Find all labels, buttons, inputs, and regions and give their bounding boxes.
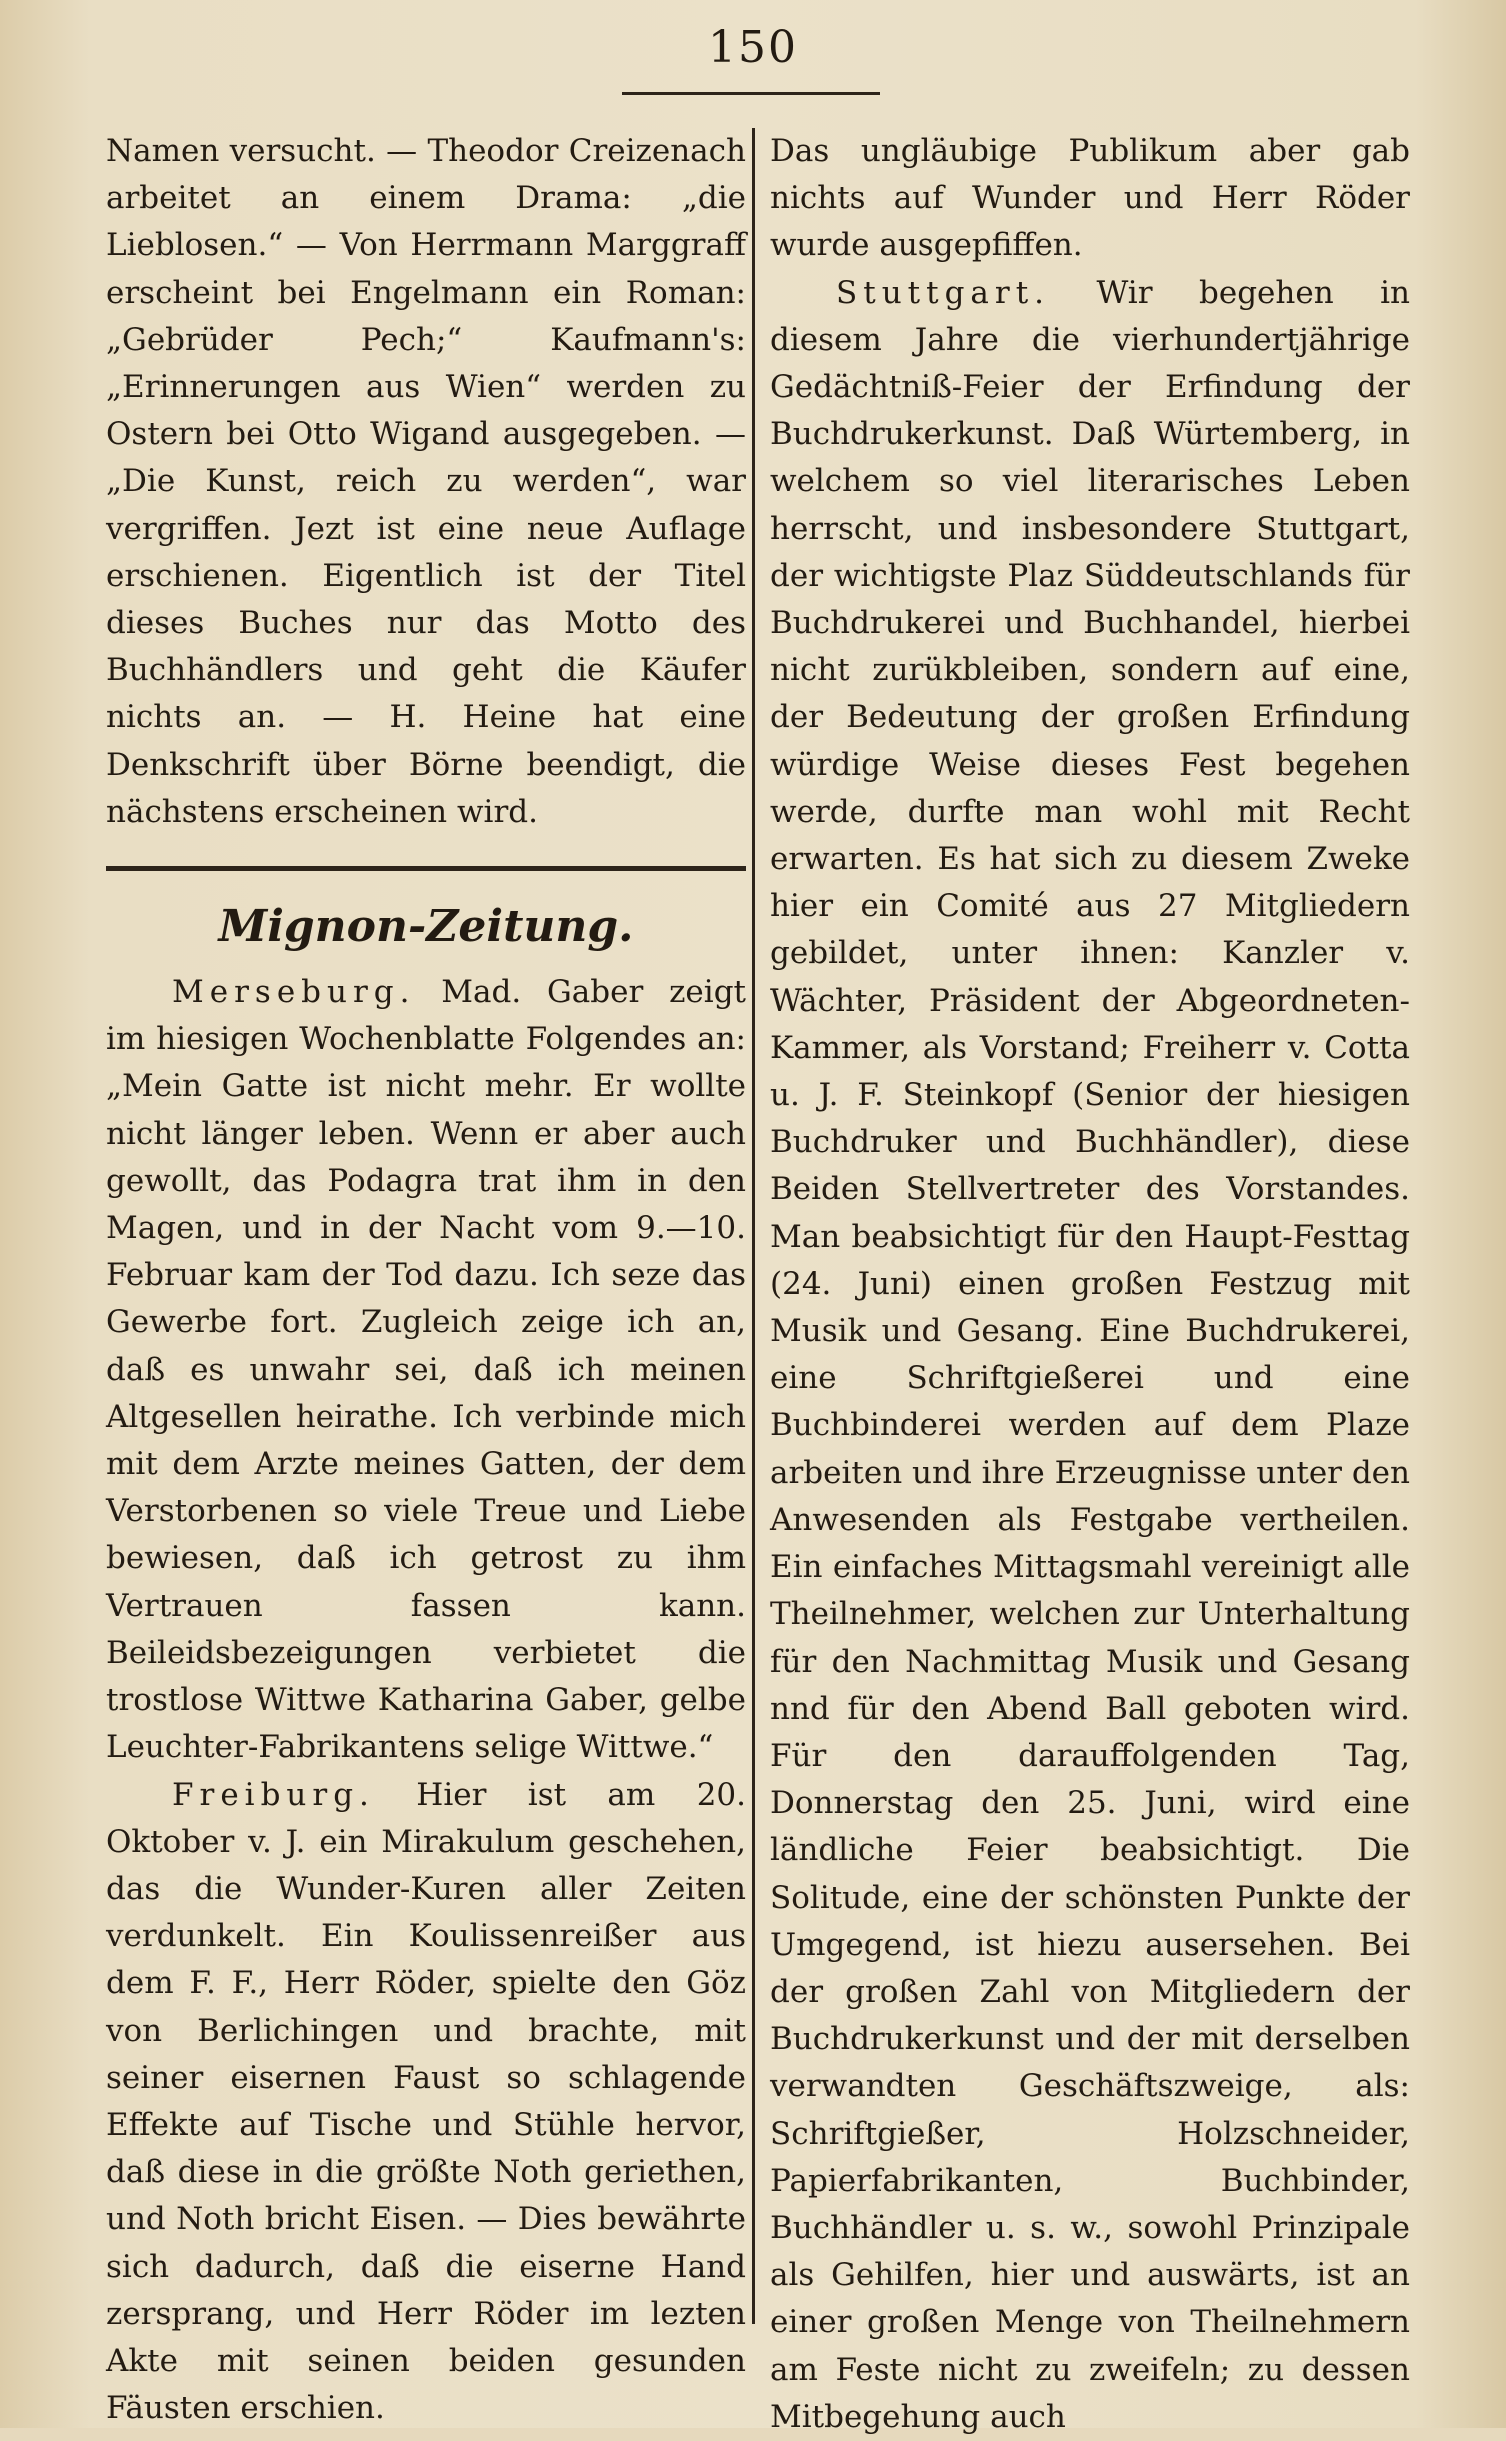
literary-news-paragraph: Namen versucht. — Theodor Creizenach arbeitet an einem Drama: „die Lieblosen.“ — Von Herrmann Marggraff erscheint bei Engelmann ein Roman: „Gebrüder Pech;“ Kaufmann's: „Erinnerungen aus Wien“ werden zu Ostern bei Otto Wigand ausgegeben. — „Die Kunst, reich zu werden“, war vergriffen. Jezt ist eine neue Auflage erschienen. Eigentlich ist der Titel dieses Buches nur das Motto des Buchhändlers und geht die Käufer nichts an. — H. Heine hat eine Denkschrift über Börne beendigt, die nächstens erscheinen wird. [106,133,746,830]
stuttgart-article [770,270,1410,2441]
section-title: Mignon-Zeitung. [218,901,634,953]
article-text: Mad. Gaber zeigt im hiesigen Wochenblatte Folgendes an: „Mein Gatte ist nicht mehr. Er wollte nicht länger leben. Wenn er aber auch gewollt, das Podagra trat ihm in den Magen, und in der Nacht vom 9.—10. Februar kam der Tod dazu. Ich seze das Gewerbe fort. Zugleich zeige ich an, daß es unwahr sei, daß ich meinen Altgesellen heirathe. Ich verbinde mich mit dem Arzte meines Gatten, der dem Verstorbenen so viele Treue und Liebe bewiesen, daß ich getrost zu ihm Vertrauen fassen kann. Beileidsbezeigungen verbietet die trostlose Wittwe Katharina Gaber, gelbe Leuchter-Fabrikantens selige Wittwe.“ [106,974,746,1766]
header-rule [622,92,880,95]
place-name: Merseburg. [172,974,416,1011]
merseburg-article [106,969,746,1771]
column-divider [752,128,755,2324]
freiburg-article [106,1772,746,2433]
page-number: 150 [708,22,798,73]
continuation-paragraph: Das ungläubige Publikum aber gab nichts auf Wunder und Herr Röder wurde ausgepfiffen. [770,133,1410,264]
article-text: Hier ist am 20. Oktober v. J. ein Mirakulum geschehen, das die Wunder-Kuren aller Zeiten verdunkelt. Ein Koulissenreißer aus dem F. F., Herr Röder, spielte den Göz von Berlichingen und brachte, mit seiner eisernen Faust so schlagende Effekte auf Tische und Stühle hervor, daß diese in die größte Noth geriethen, und Noth bricht Eisen. — Dies bewährte sich dadurch, daß die eiserne Hand zersprang, und Herr Röder im lezten Akte mit seinen beiden gesunden Fäusten erschien. [106,1776,746,2427]
right-column [770,128,1410,2441]
article-text: Wir begehen in diesem Jahre die vierhundertjährige Gedächtniß-Feier der Erfindung der Buchdrukerkunst. Daß Würtemberg, in welchem so viel literarisches Leben herrscht, und insbesondere Stuttgart, der wichtigste Plaz Süddeutschlands für Buchdrukerei und Buchhandel, hierbei nicht zurükbleiben, sondern auf eine, der Bedeutung der großen Erfindung würdige Weise dieses Fest begehen werde, durfte man wohl mit Recht erwarten. Es hat sich zu diesem Zweke hier ein Comité aus 27 Mitgliedern gebildet, unter ihnen: Kanzler v. Wächter, Präsident der Abgeordneten-Kammer, als Vorstand; Freiherr v. Cotta u. J. F. Steinkopf (Senior der hiesigen Buchdruker und Buchhändler), diese Beiden Stellvertreter des Vorstandes. Man beabsichtigt für den Haupt-Festtag (24. Juni) einen großen Festzug mit Musik und Gesang. Eine Buchdrukerei, eine Schriftgießerei und eine Buchbinderei werden auf dem Plaze arbeiten und ihre Erzeugnisse unter den Anwesenden als Festgabe vertheilen. Ein einfaches Mittagsmahl vereinigt alle Theilnehmer, welchen zur Unterhaltung für den Nachmittag Musik und Gesang nnd für den Abend Ball geboten wird. Für den darauffolgenden Tag, Donnerstag den 25. Juni, wird eine ländliche Feier beabsichtigt. Die Solitude, eine der schönsten Punkte der Umgegend, ist hiezu ausersehen. Bei der großen Zahl von Mitgliedern der Buchdrukerkunst und der mit derselben verwandten Geschäftszweige, als: Schriftgießer, Holzschneider, Papierfabrikanten, Buchbinder, Buchhändler u. s. w., sowohl Prinzipale als Gehilfen, hier und auswärts, ist an einer großen Menge von Theilnehmern am Feste nicht zu zweifeln; zu dessen Mitbegehung auch [770,274,1410,2435]
left-column [106,128,746,2432]
place-name: Freiburg. [172,1776,375,1813]
section-divider-rule [106,866,746,871]
place-name: Stuttgart. [836,274,1051,311]
